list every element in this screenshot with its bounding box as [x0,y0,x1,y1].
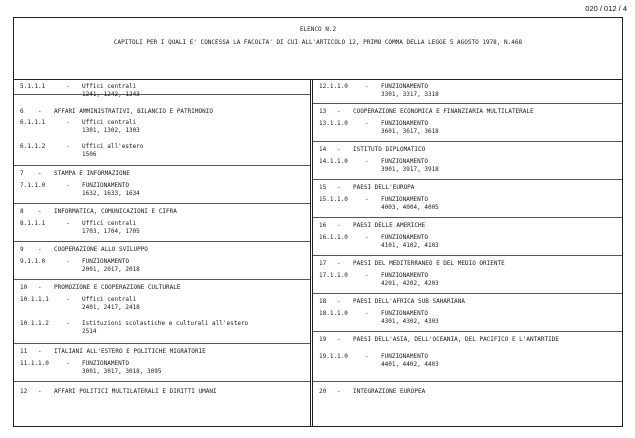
section-label: STAMPA E INFORMAZIONE [54,170,130,177]
section-label: INFORMATICA, COMUNICAZIONI E CIFRA [54,208,177,215]
section-code: 17 [319,260,327,267]
list-item: 9 - COOPERAZIONE ALLO SVILUPPO [20,246,148,253]
row-separator [313,179,622,180]
chapter-numbers: 4401, 4402, 4403 [381,361,439,368]
chapter-numbers: 3901, 3917, 3918 [381,166,439,173]
list-item: 15 - PAESI DELL'EUROPA [319,184,415,191]
section-code: 20 [319,388,327,395]
chapter-label: FUNZIONAMENTO [381,83,428,90]
section-code: 7 [20,170,24,177]
list-item: 16.1.1.0 - FUNZIONAMENTO 4101, 4102, 4103 [319,234,439,249]
row-separator [14,343,310,344]
section-code: 18 [319,298,327,305]
list-item: 8.1.1.1 - Uffici centrali 1703, 1704, 1705 [20,220,140,235]
document-title: ELENCO N.2 [299,26,337,33]
chapter-code: 6.1.1.1 [20,119,46,126]
section-label: PAESI DELLE AMERICHE [353,222,426,229]
section-code: 6 [20,108,24,115]
list-item: 6 - AFFARI AMMINISTRATIVI, BILANCIO E PATRIMONIO [20,108,213,115]
section-label: PAESI DELL'ASIA, DELL'OCEANIA, DEL PACIFICO E L'ANTARTIDE [353,336,559,343]
chapter-code: 11.1.1.0 [20,360,49,367]
document-header [14,18,622,80]
section-label: ITALIANI ALL'ESTERO E POLITICHE MIGRATORIE [54,348,206,355]
list-item: 11 - ITALIANI ALL'ESTERO E POLITICHE MIGRATORIE [20,348,206,355]
chapter-label: FUNZIONAMENTO [82,182,129,189]
chapter-label: FUNZIONAMENTO [381,158,428,165]
list-item: 5.1.1.1 - Uffici centrali 1241, 1242, 1243 [20,83,140,98]
section-code: 9 [20,246,24,253]
chapter-label: FUNZIONAMENTO [381,234,428,241]
chapter-label: FUNZIONAMENTO [381,272,428,279]
chapter-numbers: 1301, 1302, 1303 [82,127,140,134]
section-label: INTEGRAZIONE EUROPEA [353,388,426,395]
chapter-numbers: 1241, 1242, 1243 [82,91,140,98]
section-code: 11 [20,348,28,355]
list-item: 7.1.1.0 - FUNZIONAMENTO 1632, 1633, 1634 [20,182,140,197]
section-label: COOPERAZIONE ALLO SVILUPPO [54,246,148,253]
list-item: 9.1.1.0 - FUNZIONAMENTO 2001, 2017, 2018 [20,258,140,273]
chapter-label: Uffici all'estero [82,143,144,150]
section-code: 10 [20,284,28,291]
list-item: 6.1.1.1 - Uffici centrali 1301, 1302, 1303 [20,119,140,134]
list-item: 19.1.1.0 - FUNZIONAMENTO 4401, 4402, 4403 [319,353,439,368]
list-item: 11.1.1.0 - FUNZIONAMENTO 3001, 3017, 3018, 3095 [20,360,162,375]
section-label: AFFARI AMMINISTRATIVI, BILANCIO E PATRIMONIO [54,108,213,115]
chapter-code: 5.1.1.1 [20,83,46,90]
section-code: 19 [319,336,327,343]
chapter-code: 15.1.1.0 [319,196,348,203]
list-item: 15.1.1.0 - FUNZIONAMENTO 4003, 4004, 4005 [319,196,439,211]
chapter-label: FUNZIONAMENTO [381,353,428,360]
section-code: 15 [319,184,327,191]
chapter-label: Istituzioni scolastiche e culturali all'estero [82,320,249,327]
chapter-numbers: 4201, 4202, 4203 [381,280,439,287]
chapter-numbers: 2514 [82,328,97,335]
chapter-label: FUNZIONAMENTO [381,120,428,127]
list-item: 14 - ISTITUTO DIPLOMATICO [319,146,426,153]
list-item: 8 - INFORMATICA, COMUNICAZIONI E CIFRA [20,208,177,215]
chapter-numbers: 1632, 1633, 1634 [82,190,140,197]
list-item: 10 - PROMOZIONE E COOPERAZIONE CULTURALE [20,284,181,291]
chapter-code: 18.1.1.0 [319,310,348,317]
row-separator [313,141,622,142]
list-item: 13 - COOPERAZIONE ECONOMICA E FINANZIARIA MULTILATERALE [319,108,534,115]
section-label: COOPERAZIONE ECONOMICA E FINANZIARIA MULTILATERALE [353,108,534,115]
section-code: 14 [319,146,327,153]
chapter-numbers: 2001, 2017, 2018 [82,266,140,273]
chapter-code: 12.1.1.0 [319,83,348,90]
chapter-code: 16.1.1.0 [319,234,348,241]
list-item: 17.1.1.0 - FUNZIONAMENTO 4201, 4202, 4203 [319,272,439,287]
row-separator [313,255,622,256]
left-column [14,80,311,426]
section-code: 8 [20,208,24,215]
page-number: 020 / 012 / 4 [585,4,627,13]
chapter-label: Uffici centrali [82,220,137,227]
chapter-numbers: 3601, 3617, 3618 [381,128,439,135]
list-item: 18 - PAESI DELL'AFRICA SUB SAHARIANA [319,298,465,305]
chapter-code: 19.1.1.0 [319,353,348,360]
chapter-code: 14.1.1.0 [319,158,348,165]
list-item: 10.1.1.1 - Uffici centrali 2401, 2417, 2418 [20,296,140,311]
right-column [312,80,622,426]
list-item: 13.1.1.0 - FUNZIONAMENTO 3601, 3617, 3618 [319,120,439,135]
list-item: 10.1.1.2 - Istituzioni scolastiche e culturali all'estero 2514 [20,320,249,335]
chapter-label: Uffici centrali [82,119,137,126]
section-label: PAESI DELL'EUROPA [353,184,415,191]
chapter-code: 17.1.1.0 [319,272,348,279]
chapter-numbers: 3301, 3317, 3318 [381,91,439,98]
section-code: 16 [319,222,327,229]
chapter-label: FUNZIONAMENTO [381,310,428,317]
section-label: AFFARI POLITICI MULTILATERALI E DIRITTI UMANI [54,388,217,395]
row-separator [14,241,310,242]
list-item: 12.1.1.0 - FUNZIONAMENTO 3301, 3317, 3318 [319,83,439,98]
section-code: 13 [319,108,327,115]
chapter-code: 6.1.1.2 [20,143,46,150]
chapter-label: Uffici centrali [82,83,137,90]
chapter-numbers: 4301, 4302, 4303 [381,318,439,325]
list-item: 6.1.1.2 - Uffici all'estero 1506 [20,143,144,158]
chapter-numbers: 4003, 4004, 4005 [381,204,439,211]
section-label: PAESI DELL'AFRICA SUB SAHARIANA [353,298,465,305]
document-frame [13,17,623,427]
list-item: 7 - STAMPA E INFORMAZIONE [20,170,130,177]
list-item: 18.1.1.0 - FUNZIONAMENTO 4301, 4302, 4303 [319,310,439,325]
chapter-code: 10.1.1.1 [20,296,49,303]
row-separator [14,381,310,382]
chapter-code: 13.1.1.0 [319,120,348,127]
chapter-label: FUNZIONAMENTO [82,258,129,265]
document-subtitle: CAPITOLI PER I QUALI E' CONCESSA LA FACOLTA' DI CUI ALL'ARTICOLO 12, PRIMO COMMA DELLA LEGGE 5 AGOSTO 1978, N.468 [113,39,523,46]
chapter-code: 9.1.1.0 [20,258,46,265]
chapter-code: 7.1.1.0 [20,182,46,189]
chapter-numbers: 4101, 4102, 4103 [381,242,439,249]
list-item: 14.1.1.0 - FUNZIONAMENTO 3901, 3917, 3918 [319,158,439,173]
list-item: 12 - AFFARI POLITICI MULTILATERALI E DIRITTI UMANI [20,388,217,395]
chapter-label: FUNZIONAMENTO [381,196,428,203]
row-separator [313,331,622,332]
section-label: PROMOZIONE E COOPERAZIONE CULTURALE [54,284,181,291]
chapter-label: Uffici centrali [82,296,137,303]
row-separator [313,293,622,294]
list-item: 17 - PAESI DEL MEDITERRANEO E DEL MEDIO ORIENTE [319,260,505,267]
chapter-code: 10.1.1.2 [20,320,49,327]
row-separator [14,165,310,166]
list-item: 19 - PAESI DELL'ASIA, DELL'OCEANIA, DEL PACIFICO E L'ANTARTIDE [319,336,559,343]
chapter-numbers: 1703, 1704, 1705 [82,228,140,235]
list-item: 20 - INTEGRAZIONE EUROPEA [319,388,426,395]
list-item: 16 - PAESI DELLE AMERICHE [319,222,426,229]
chapter-numbers: 3001, 3017, 3018, 3095 [82,368,162,375]
section-code: 12 [20,388,28,395]
section-label: PAESI DEL MEDITERRANEO E DEL MEDIO ORIENTE [353,260,505,267]
section-label: ISTITUTO DIPLOMATICO [353,146,426,153]
chapter-label: FUNZIONAMENTO [82,360,129,367]
row-separator [313,217,622,218]
row-separator [313,103,622,104]
row-separator [14,279,310,280]
chapter-numbers: 2401, 2417, 2418 [82,304,140,311]
row-separator [313,381,622,382]
row-separator [14,203,310,204]
chapter-numbers: 1506 [82,151,97,158]
chapter-code: 8.1.1.1 [20,220,46,227]
